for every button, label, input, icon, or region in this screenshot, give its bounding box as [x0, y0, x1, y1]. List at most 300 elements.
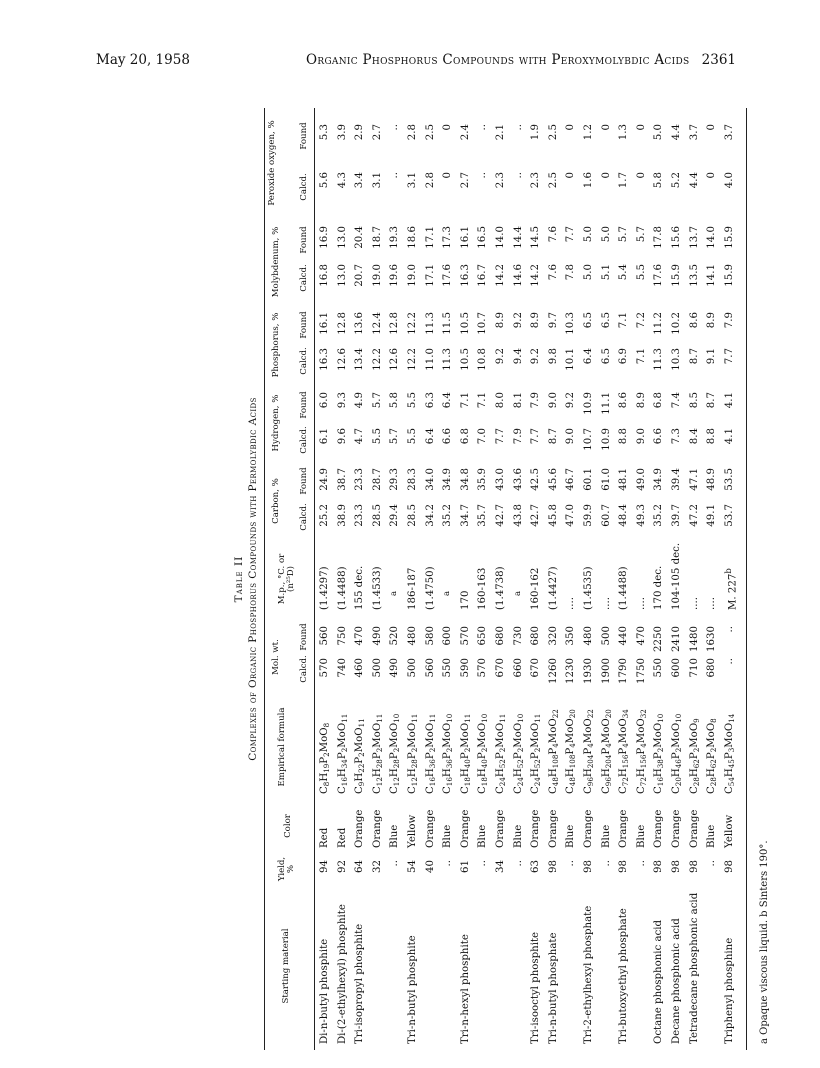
cell-o-c: 5.8 [653, 172, 665, 189]
cell-yield: 98 [688, 860, 700, 873]
cell-c-f: 48.9 [706, 468, 718, 491]
table-bottom-rule [746, 108, 747, 1050]
header-carbon: Carbon, % [271, 478, 281, 524]
cell-mo-c: 19.0 [407, 264, 418, 287]
cell-o-f: 3.7 [688, 124, 700, 141]
header-bottom-rule [314, 108, 315, 1050]
cell-p-f: 10.3 [565, 312, 577, 335]
cell-h-f: 6.0 [319, 392, 330, 409]
cell-mw-c: 500 [407, 658, 418, 678]
cell-o-c: 2.3 [530, 172, 542, 189]
cell-o-f: 2.1 [495, 124, 506, 141]
table-row [531, 104, 545, 1054]
cell-mw-f: 580 [424, 626, 436, 646]
cell-mw-f: 650 [477, 626, 489, 646]
cell-formula: $C_{48}H_{108}P_4MoO_{20}$ [565, 709, 578, 794]
cell-o-c: 1.7 [618, 172, 630, 189]
cell-color: Yellow [723, 814, 735, 848]
cell-o-c: 2.5 [547, 172, 559, 189]
cell-color: Orange [530, 809, 542, 848]
cell-mo-c: 13.5 [688, 264, 700, 287]
cell-h-f: 8.9 [635, 392, 647, 409]
cell-h-c: 6.6 [653, 428, 665, 445]
cell-p-f: 6.5 [600, 312, 612, 329]
table-row [514, 104, 528, 1054]
cell-c-c: 34.7 [459, 504, 471, 527]
cell-formula: $C_{12}H_{28}P_2MoO_{11}$ [407, 713, 419, 794]
cell-mo-c: 20.7 [354, 264, 366, 287]
cell-o-c: 3.1 [371, 172, 383, 189]
cell-o-f: 2.4 [459, 124, 471, 141]
cell-p-c: 10.5 [459, 348, 471, 371]
cell-h-c: 6.4 [424, 428, 436, 445]
cell-mo-f: 5.0 [583, 226, 594, 243]
cell-h-f: 6.3 [424, 392, 436, 409]
cell-mo-c: 7.8 [565, 264, 577, 281]
cell-h-c: 7.7 [530, 428, 542, 445]
cell-c-f: 43.0 [495, 468, 506, 491]
cell-o-c: 5.6 [319, 172, 330, 189]
subheader-calcd: Calcd. [299, 173, 309, 201]
table-row [355, 104, 369, 1054]
subheader-calcd: Calcd. [299, 347, 309, 375]
cell-c-f: 42.5 [530, 468, 542, 491]
cell-mw-c: .. [723, 658, 735, 665]
cell-h-f: 6.8 [653, 392, 665, 409]
table-row [725, 104, 739, 1054]
cell-c-f: 53.5 [723, 468, 735, 491]
cell-h-c: 5.5 [371, 428, 383, 445]
cell-formula: $C_{72}H_{156}P_4MoO_{32}$ [635, 709, 648, 794]
cell-formula: $C_{16}H_{38}P_2MoO_{10}$ [653, 713, 666, 794]
cell-mw-c: 550 [442, 658, 454, 678]
cell-c-f: 34.9 [653, 468, 665, 491]
page-number: 2361 [701, 52, 736, 68]
cell-o-c: 3.1 [407, 172, 418, 189]
cell-mp: .... [706, 597, 718, 610]
cell-mo-f: 20.4 [354, 226, 366, 249]
cell-mw-f: 730 [512, 626, 524, 646]
cell-mw-c: 680 [706, 658, 718, 678]
cell-c-c: 49.1 [706, 504, 718, 527]
running-head [96, 52, 736, 72]
cell-mw-f: 440 [618, 626, 630, 646]
cell-mw-c: 670 [495, 658, 506, 678]
cell-mo-f: 5.7 [618, 226, 630, 243]
cell-h-f: 5.5 [407, 392, 418, 409]
cell-mo-f: 7.7 [565, 226, 577, 243]
cell-h-c: 7.0 [477, 428, 489, 445]
cell-mw-f: 470 [354, 626, 366, 646]
cell-yield: 61 [459, 860, 471, 873]
cell-mo-f: 14.0 [495, 226, 506, 249]
cell-formula: $C_{96}H_{204}P_4MoO_{20}$ [600, 709, 613, 794]
cell-material: Tri-isooctyl phosphite [530, 931, 542, 1044]
cell-h-f: 11.1 [600, 392, 612, 415]
cell-c-c: 59.9 [583, 504, 594, 527]
table-row [602, 104, 616, 1054]
cell-c-f: 45.6 [547, 468, 559, 491]
cell-mw-c: 660 [512, 658, 524, 678]
cell-o-c: 0 [706, 172, 718, 179]
cell-yield: 98 [671, 860, 682, 873]
cell-p-f: 11.2 [653, 312, 665, 335]
cell-p-c: 16.3 [319, 348, 330, 371]
cell-h-f: 8.5 [688, 392, 700, 409]
cell-color: Red [319, 827, 330, 848]
cell-yield: .. [565, 860, 577, 867]
header-peroxide: Peroxide oxygen, % [267, 120, 277, 206]
table-row [584, 104, 598, 1054]
table-row [373, 104, 387, 1054]
cell-mp: a [389, 590, 400, 596]
cell-c-f: 35.9 [477, 468, 489, 491]
header-mp: M.p., °C. or (n²⁵D) [277, 553, 297, 605]
header-yield: Yield, % [277, 856, 297, 882]
cell-material: Decane phosphonic acid [671, 918, 682, 1044]
rotated-table [232, 104, 804, 1054]
cell-color: Blue [512, 824, 524, 848]
table-row [707, 104, 721, 1054]
subheader-calcd: Calcd. [299, 264, 309, 292]
subheader-found: Found [299, 226, 309, 254]
cell-mo-c: 16.8 [319, 264, 330, 287]
cell-color: Orange [653, 809, 665, 848]
cell-mo-f: 16.5 [477, 226, 489, 249]
cell-mp: .... [635, 597, 647, 610]
cell-c-c: 48.4 [618, 504, 630, 527]
cell-mw-f: 600 [442, 626, 454, 646]
subheader-calcd: Calcd. [299, 655, 309, 683]
cell-o-c: 3.4 [354, 172, 366, 189]
cell-formula: $C_{12}H_{28}P_2MoO_{11}$ [371, 713, 384, 794]
table-row [566, 104, 580, 1054]
cell-p-f: 8.6 [688, 312, 700, 329]
subheader-found: Found [299, 311, 309, 339]
cell-c-f: 39.4 [671, 468, 682, 491]
cell-color: Blue [442, 824, 454, 848]
cell-mp: .... [565, 597, 577, 610]
cell-mo-f: 16.1 [459, 226, 471, 249]
cell-o-f: 1.9 [530, 124, 542, 141]
table-row [320, 104, 334, 1054]
cell-h-c: 6.6 [442, 428, 454, 445]
cell-color: Blue [635, 824, 647, 848]
cell-mo-c: 19.0 [371, 264, 383, 287]
cell-p-c: 10.1 [565, 348, 577, 371]
cell-yield: 40 [424, 860, 436, 873]
cell-yield: 94 [319, 860, 330, 873]
cell-h-c: 10.7 [583, 428, 594, 451]
cell-mp: (1.4535) [583, 566, 594, 610]
cell-c-c: 49.3 [635, 504, 647, 527]
cell-o-f: 4.4 [671, 124, 682, 141]
cell-c-f: 47.1 [688, 468, 700, 491]
cell-yield: 54 [407, 860, 418, 873]
cell-mo-c: 7.6 [547, 264, 559, 281]
cell-mo-c: 14.2 [495, 264, 506, 287]
cell-p-c: 9.8 [547, 348, 559, 365]
cell-formula: $C_{28}H_{62}P_2MoO_9$ [688, 718, 701, 794]
cell-p-c: 9.1 [706, 348, 718, 365]
cell-mp: .... [600, 597, 612, 610]
cell-mo-c: 15.9 [723, 264, 735, 287]
cell-material: Tetradecane phosphonic acid [688, 892, 700, 1044]
cell-mo-c: 17.1 [424, 264, 436, 287]
cell-h-c: 5.7 [389, 428, 401, 445]
cell-mo-c: 14.2 [530, 264, 542, 287]
cell-mw-c: 460 [354, 658, 366, 678]
cell-o-f: 1.2 [583, 124, 594, 141]
cell-p-f: 11.3 [424, 312, 436, 335]
cell-mw-c: 490 [389, 658, 401, 678]
cell-h-c: 9.0 [565, 428, 577, 445]
table-row [654, 104, 668, 1054]
table-row [408, 104, 422, 1054]
cell-mw-f: 480 [583, 626, 594, 646]
table-label: Table II [233, 555, 245, 603]
cell-mw-c: 570 [319, 658, 330, 678]
cell-mp: (1.4488) [618, 566, 630, 610]
table-row [690, 104, 704, 1054]
cell-mw-f: 1630 [706, 626, 718, 652]
cell-mo-c: 14.1 [706, 264, 718, 287]
cell-mo-f: 18.7 [371, 226, 383, 249]
cell-p-f: 12.2 [407, 312, 418, 335]
cell-yield: .. [512, 860, 524, 867]
cell-p-f: 10.2 [671, 312, 682, 335]
cell-h-c: 8.8 [706, 428, 718, 445]
cell-o-f: 5.3 [319, 124, 330, 141]
cell-mo-f: 16.9 [319, 226, 330, 249]
cell-mp: (1.4738) [495, 566, 506, 610]
cell-c-f: 38.7 [336, 468, 348, 491]
cell-formula: $C_{16}H_{34}P_2MoO_{11}$ [336, 713, 349, 794]
cell-mo-c: 16.3 [459, 264, 471, 287]
cell-h-c: 4.1 [723, 428, 735, 445]
cell-mw-f: 350 [565, 626, 577, 646]
cell-p-f: 9.7 [547, 312, 559, 329]
cell-formula: $C_{72}H_{156}P_4MoO_{34}$ [618, 709, 631, 794]
cell-h-f: 7.4 [671, 392, 682, 409]
cell-p-f: 8.9 [706, 312, 718, 329]
cell-mw-c: 590 [459, 658, 471, 678]
header-formula: Empirical formula [277, 707, 287, 787]
cell-yield: .. [442, 860, 454, 867]
cell-mo-f: 15.6 [671, 226, 682, 249]
cell-o-f: 2.8 [407, 124, 418, 141]
cell-c-f: 28.7 [371, 468, 383, 491]
cell-formula: $C_9H_{22}P_2MoO_{11}$ [354, 718, 367, 794]
cell-p-f: 7.1 [618, 312, 630, 329]
cell-mw-c: 500 [371, 658, 383, 678]
cell-mw-f: 500 [600, 626, 612, 646]
cell-o-f: 3.7 [723, 124, 735, 141]
cell-yield: 98 [723, 860, 735, 873]
cell-h-f: 4.1 [723, 392, 735, 409]
cell-yield: 63 [530, 860, 542, 873]
cell-mo-f: 5.7 [635, 226, 647, 243]
cell-o-c: 4.3 [336, 172, 348, 189]
cell-o-c: 4.4 [688, 172, 700, 189]
cell-p-c: 10.3 [671, 348, 682, 371]
cell-mo-c: 17.6 [442, 264, 454, 287]
subheader-found: Found [299, 122, 309, 150]
cell-c-c: 23.3 [354, 504, 366, 527]
cell-mo-f: 5.0 [600, 226, 612, 243]
cell-p-f: 12.8 [389, 312, 401, 335]
cell-color: Red [336, 827, 348, 848]
header-hydrogen: Hydrogen, % [271, 394, 281, 452]
cell-h-c: 7.7 [495, 428, 506, 445]
cell-mw-c: 670 [530, 658, 542, 678]
cell-material: Octane phosphonic acid [653, 919, 665, 1044]
cell-mp: 160-162 [530, 567, 542, 610]
cell-yield: 34 [495, 860, 506, 873]
cell-mo-c: 13.0 [336, 264, 348, 287]
cell-yield: 98 [618, 860, 630, 873]
cell-formula: $C_{24}H_{52}P_2MoO_{10}$ [512, 713, 525, 794]
cell-mo-f: 17.3 [442, 226, 454, 249]
table-row [619, 104, 633, 1054]
cell-o-c: 0 [600, 172, 612, 179]
cell-p-f: 6.5 [583, 312, 594, 329]
cell-o-c: 0 [565, 172, 577, 179]
cell-p-f: 10.5 [459, 312, 471, 335]
cell-formula: $C_{16}H_{36}P_2MoO_{10}$ [442, 713, 455, 794]
cell-mw-f: 2410 [671, 626, 682, 652]
cell-h-f: 8.0 [495, 392, 506, 409]
cell-mp: 160-163 [477, 567, 489, 610]
cell-c-c: 28.5 [407, 504, 418, 527]
cell-formula: $C_{18}H_{40}P_2MoO_{11}$ [459, 713, 472, 794]
cell-o-f: 2.5 [424, 124, 436, 141]
cell-o-f: 0 [565, 124, 577, 131]
cell-o-c: 4.0 [723, 172, 735, 189]
table-row [443, 104, 457, 1054]
cell-h-f: 5.8 [389, 392, 401, 409]
cell-c-c: 25.2 [319, 504, 330, 527]
cell-p-f: 7.9 [723, 312, 735, 329]
cell-color: Blue [477, 824, 489, 848]
cell-mw-f: 680 [495, 626, 506, 646]
page-date: May 20, 1958 [96, 52, 190, 68]
cell-color: Orange [583, 809, 594, 848]
cell-o-f: 2.7 [371, 124, 383, 141]
rotated-table-container [232, 104, 804, 1054]
cell-h-f: 8.1 [512, 392, 524, 409]
cell-h-f: 8.7 [706, 392, 718, 409]
cell-mw-c: 550 [653, 658, 665, 678]
table-row [426, 104, 440, 1054]
cell-mo-c: 14.6 [512, 264, 524, 287]
cell-c-c: 45.8 [547, 504, 559, 527]
cell-mw-c: 570 [477, 658, 489, 678]
cell-c-c: 35.2 [653, 504, 665, 527]
cell-mw-f: 680 [530, 626, 542, 646]
header-material: Starting material [281, 928, 291, 1004]
cell-mw-c: 1930 [583, 658, 594, 684]
cell-material: Tri-butoxyethyl phosphate [618, 908, 630, 1044]
cell-material: Di-n-butyl phosphite [319, 938, 330, 1044]
subheader-calcd: Calcd. [299, 426, 309, 454]
cell-c-c: 34.2 [424, 504, 436, 527]
cell-mp: M. 227$^b$ [723, 568, 739, 610]
cell-mw-f: 490 [371, 626, 383, 646]
cell-p-c: 12.2 [407, 348, 418, 371]
cell-mp: 170 [459, 590, 471, 610]
cell-p-c: 10.8 [477, 348, 489, 371]
cell-color: Orange [618, 809, 630, 848]
cell-mw-f: 750 [336, 626, 348, 646]
cell-mo-f: 13.7 [688, 226, 700, 249]
table-row [672, 104, 686, 1054]
subheader-found: Found [299, 467, 309, 495]
cell-p-c: 11.0 [424, 348, 436, 371]
cell-h-c: 8.4 [688, 428, 700, 445]
header-molybdenum: Molybdenum, % [271, 226, 281, 298]
cell-o-c: 2.7 [459, 172, 471, 189]
cell-o-f: 2.5 [547, 124, 559, 141]
cell-c-f: 34.9 [442, 468, 454, 491]
table-row [338, 104, 352, 1054]
table-row [478, 104, 492, 1054]
cell-o-f: 3.9 [336, 124, 348, 141]
cell-color: Orange [671, 809, 682, 848]
cell-color: Orange [424, 809, 436, 848]
cell-p-c: 11.3 [442, 348, 454, 371]
cell-h-f: 6.4 [442, 392, 454, 409]
cell-p-c: 7.7 [723, 348, 735, 365]
cell-o-f: 2.9 [354, 124, 366, 141]
table-footnote: a Opaque viscous liquid. b Sinters 190°. [759, 840, 770, 1044]
cell-p-c: 9.4 [512, 348, 524, 365]
cell-p-f: 12.4 [371, 312, 383, 335]
header-phosphorus: Phosphorus, % [271, 312, 281, 378]
cell-p-f: 13.6 [354, 312, 366, 335]
cell-h-c: 8.7 [547, 428, 559, 445]
cell-material: Tri-n-hexyl phosphite [459, 934, 471, 1044]
cell-c-c: 42.7 [495, 504, 506, 527]
cell-mp: 186-187 [407, 567, 418, 610]
cell-mw-f: 470 [635, 626, 647, 646]
cell-c-c: 43.8 [512, 504, 524, 527]
cell-c-c: 29.4 [389, 504, 401, 527]
cell-c-f: 49.0 [635, 468, 647, 491]
cell-mw-f: 570 [459, 626, 471, 646]
cell-mp: (1.4427) [547, 566, 559, 610]
cell-mo-f: 14.4 [512, 226, 524, 249]
cell-mw-c: 710 [688, 658, 700, 678]
cell-c-f: 34.0 [424, 468, 436, 491]
cell-yield: .. [600, 860, 612, 867]
cell-formula: $C_{54}H_{45}P_3MoO_{14}$ [723, 713, 736, 794]
cell-c-c: 35.2 [442, 504, 454, 527]
cell-formula: $C_{16}H_{36}P_2MoO_{11}$ [424, 713, 437, 794]
cell-mo-f: 19.3 [389, 226, 401, 249]
subheader-calcd: Calcd. [299, 503, 309, 531]
cell-p-c: 6.9 [618, 348, 630, 365]
cell-o-f: .. [477, 124, 489, 131]
cell-o-c: .. [389, 172, 401, 179]
cell-yield: .. [389, 860, 401, 867]
cell-mw-f: 480 [407, 626, 418, 646]
cell-formula: $C_{18}H_{40}P_2MoO_{10}$ [477, 713, 490, 794]
cell-c-c: 60.7 [600, 504, 612, 527]
cell-yield: .. [635, 860, 647, 867]
cell-yield: .. [477, 860, 489, 867]
cell-mw-f: 320 [547, 626, 559, 646]
